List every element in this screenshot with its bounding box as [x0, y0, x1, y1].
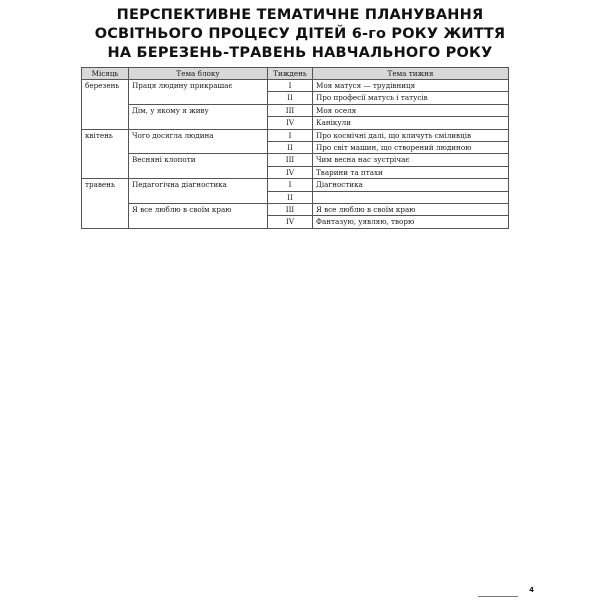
week-theme-cell: Діагностика	[313, 179, 509, 191]
week-cell: IV	[268, 216, 313, 228]
week-theme-cell: Тварини та птахи	[313, 166, 509, 178]
block-theme-cell: Праця людину прикрашає	[129, 80, 268, 105]
block-theme-cell: Дім, у якому я живу	[129, 104, 268, 129]
planning-table	[81, 67, 509, 229]
table-header-row	[82, 68, 509, 80]
week-cell: III	[268, 203, 313, 215]
title-line-1: ПЕРСПЕКТИВНЕ ТЕМАТИЧНЕ ПЛАНУВАННЯ	[116, 7, 484, 23]
table-row	[82, 129, 509, 141]
title-line-2: ОСВІТНЬОГО ПРОЦЕСУ ДІТЕЙ 6-го РОКУ ЖИТТЯ	[94, 26, 506, 42]
week-cell: IV	[268, 117, 313, 129]
week-theme-cell: Моя оселя	[313, 104, 509, 116]
week-theme-cell: Про професії матусь і татусів	[313, 92, 509, 104]
table-row	[82, 80, 509, 92]
week-cell: IV	[268, 166, 313, 178]
page-number: 4	[529, 586, 534, 594]
week-cell: I	[268, 129, 313, 141]
week-theme-cell: Моя матуся — трудівниця	[313, 80, 509, 92]
header-week: Тиждень	[268, 68, 313, 80]
week-cell: II	[268, 191, 313, 203]
footer-divider	[478, 596, 518, 597]
block-theme-cell: Я все люблю в своїм краю	[129, 203, 268, 228]
week-theme-cell: Про космічні далі, що кличуть сміливців	[313, 129, 509, 141]
week-cell: I	[268, 179, 313, 191]
week-cell: II	[268, 92, 313, 104]
title-line-3: НА БЕРЕЗЕНЬ-ТРАВЕНЬ НАВЧАЛЬНОГО РОКУ	[107, 45, 493, 61]
block-theme-cell: Чого досягла людина	[129, 129, 268, 154]
week-cell: I	[268, 80, 313, 92]
week-theme-cell: Про світ машин, що створений людиною	[313, 141, 509, 153]
table-row	[82, 104, 509, 116]
page-title	[0, 6, 600, 63]
block-theme-cell: Педагогічна діагностика	[129, 179, 268, 204]
table-row	[82, 179, 509, 191]
week-theme-cell: Чим весна нас зустрічає	[313, 154, 509, 166]
header-block-theme: Тема блоку	[129, 68, 268, 80]
week-theme-cell: Канікули	[313, 117, 509, 129]
week-cell: III	[268, 154, 313, 166]
table-row	[82, 203, 509, 215]
week-cell: III	[268, 104, 313, 116]
header-month: Місяць	[82, 68, 129, 80]
week-cell: II	[268, 141, 313, 153]
table-row	[82, 154, 509, 166]
week-theme-cell: Я все люблю в своїм краю	[313, 203, 509, 215]
block-theme-cell: Весняні клопоти	[129, 154, 268, 179]
table-body	[82, 80, 509, 229]
header-week-theme: Тема тижня	[313, 68, 509, 80]
month-cell: квітень	[82, 129, 129, 179]
week-theme-cell	[313, 191, 509, 203]
week-theme-cell: Фантазую, уявляю, творю	[313, 216, 509, 228]
month-cell: травень	[82, 179, 129, 229]
month-cell: березень	[82, 80, 129, 130]
